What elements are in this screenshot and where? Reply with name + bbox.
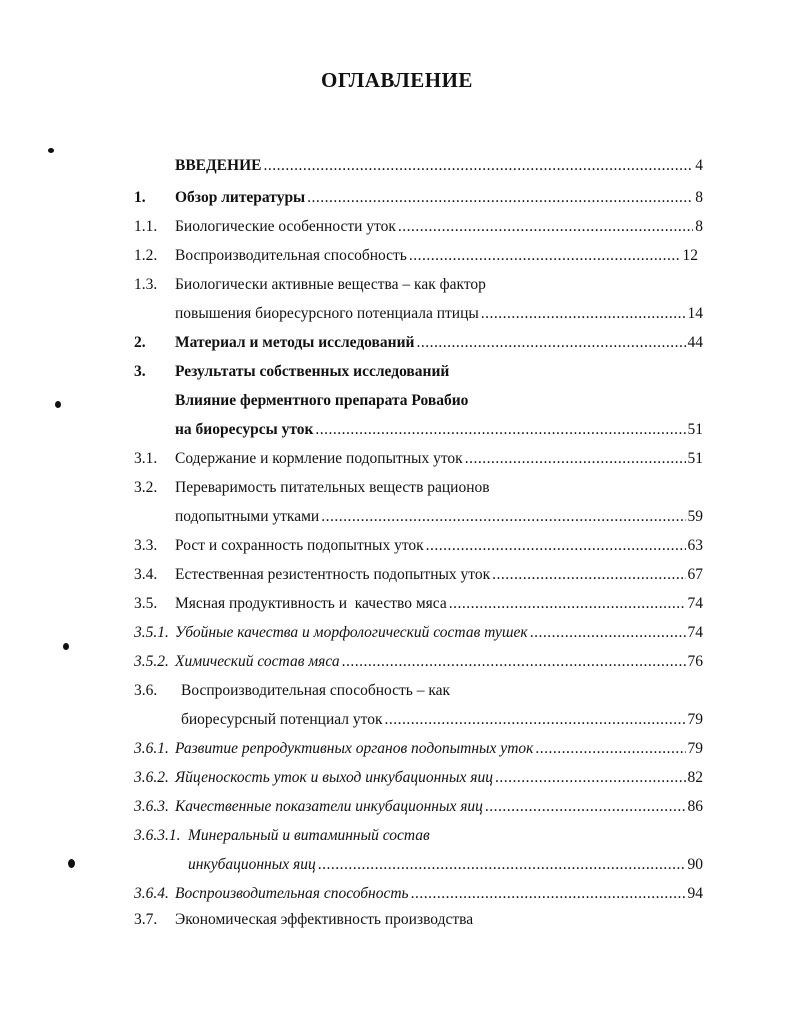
toc-page-number: 79 [687, 740, 703, 757]
toc-title: Химический состав мяса [175, 653, 340, 670]
toc-title-line: Результаты собственных исследований [175, 363, 450, 380]
leader-dots [535, 737, 685, 761]
toc-title: Содержание и кормление подопытных уток [175, 450, 463, 467]
toc-title: Яйценоскость уток и выход инкубационных яиц [175, 769, 493, 786]
toc-entry-3-5 [0, 592, 794, 616]
toc-entry-1-2 [0, 244, 794, 268]
toc-title: Мясная продуктивность и качество мяса [175, 595, 447, 612]
toc-entry-3-5-2 [0, 650, 794, 674]
toc-title: Биологические особенности уток [175, 218, 396, 235]
toc-title: Экономическая эффективность производства [175, 911, 474, 928]
toc-entry-3-6-cont [0, 708, 794, 732]
toc-title-line: на биоресурсы уток [175, 421, 314, 438]
toc-title-line: Биологически активные вещества – как фактор [175, 276, 486, 293]
toc-page-number: 51 [687, 450, 703, 467]
toc-title: Рост и сохранность подопытных уток [175, 537, 424, 554]
page-title: ОГЛАВЛЕНИЕ [321, 68, 473, 92]
toc-entry-3-cont1 [0, 389, 794, 413]
toc-title-line: Переваримость питательных веществ рационов [175, 479, 490, 496]
toc-entry-2 [0, 331, 794, 355]
toc-page-number: 8 [695, 189, 703, 206]
toc-entry-3-5-1 [0, 621, 794, 645]
toc-number: 3.6.3.1. [134, 827, 181, 844]
leader-dots [530, 621, 686, 645]
toc-number: 1.3. [134, 276, 158, 293]
toc-title: Материал и методы исследований [175, 334, 415, 351]
toc-title-line: Воспроизводительная способность – как [181, 682, 451, 699]
toc-page-number: 79 [687, 711, 703, 728]
toc-title: ВВЕДЕНИЕ [175, 157, 262, 174]
toc-entry-1-3 [0, 273, 794, 297]
toc-page-number: 67 [687, 566, 703, 583]
toc-page-number: 74 [687, 595, 703, 612]
leader-dots [449, 592, 686, 616]
toc-title-line: подопытными утками [175, 508, 320, 525]
toc-page-number: 86 [687, 798, 703, 815]
toc-entry-intro [0, 154, 794, 178]
toc-page-number: 44 [687, 334, 703, 351]
toc-title: Воспроизводительная способность [175, 247, 407, 264]
toc-entry-3-6-2 [0, 766, 794, 790]
toc-entry-3-7 [0, 908, 794, 932]
leader-dots [481, 302, 686, 326]
toc-number: 3.6. [134, 682, 158, 699]
toc-page-number: 76 [687, 653, 703, 670]
toc-entry-1-1 [0, 215, 794, 239]
toc-entry-3-1 [0, 447, 794, 471]
toc-page-number: 14 [687, 305, 703, 322]
toc-page-number: 94 [687, 885, 703, 902]
toc-page-number: 90 [687, 856, 703, 873]
toc-page-number: 59 [687, 508, 703, 525]
toc-page-number: 82 [687, 769, 703, 786]
toc-number: 3.5.2. [134, 653, 169, 670]
toc-number: 3.5.1. [134, 624, 169, 641]
leader-dots [321, 505, 685, 529]
toc-entry-3-6-3-1 [0, 824, 794, 848]
toc-entry-1-3-cont [0, 302, 794, 326]
toc-number: 3.5. [134, 595, 158, 612]
toc-number: 3.6.1. [134, 740, 169, 757]
leader-dots [318, 853, 686, 877]
toc-entry-3-6-3 [0, 795, 794, 819]
leader-dots [263, 154, 693, 178]
toc-page-number: 8 [695, 218, 703, 235]
toc-page-number: 4 [695, 157, 703, 174]
toc-title: Обзор литературы [175, 189, 306, 206]
toc-entry-3-6-1 [0, 737, 794, 761]
leader-dots [492, 563, 685, 587]
scan-speck [55, 401, 61, 408]
toc-entry-3-cont2 [0, 418, 794, 442]
toc-number: 1.1. [134, 218, 158, 235]
toc-number: 3. [134, 363, 146, 380]
toc-entry-1 [0, 186, 794, 210]
toc-title: Воспроизводительная способность [175, 885, 409, 902]
toc-page-number: 12 [682, 247, 698, 264]
leader-dots [411, 882, 686, 906]
leader-dots [465, 447, 686, 471]
leader-dots [485, 795, 686, 819]
toc-number: 3.6.3. [134, 798, 169, 815]
toc-number: 2. [134, 334, 146, 351]
scan-speck [63, 643, 69, 650]
toc-number: 3.7. [134, 911, 158, 928]
toc-page-number: 74 [687, 624, 703, 641]
leader-dots [315, 418, 685, 442]
toc-number: 1.2. [134, 247, 158, 264]
leader-dots [385, 708, 686, 732]
leader-dots [426, 534, 686, 558]
leader-dots [398, 215, 693, 239]
leader-dots [495, 766, 686, 790]
toc-number: 3.2. [134, 479, 158, 496]
scan-speck [48, 148, 54, 153]
leader-dots [416, 331, 685, 355]
toc-number: 1. [134, 189, 146, 206]
toc-title: Естественная резистентность подопытных уток [175, 566, 491, 583]
leader-dots [409, 244, 681, 268]
leader-dots [307, 186, 693, 210]
toc-entry-3-4 [0, 563, 794, 587]
toc-number: 3.6.4. [134, 885, 169, 902]
toc-title-line: повышения биоресурсного потенциала птицы [175, 305, 479, 322]
toc-title-line: Минеральный и витаминный состав [188, 827, 430, 844]
toc-entry-3-3 [0, 534, 794, 558]
leader-dots [342, 650, 686, 674]
toc-entry-3-6 [0, 679, 794, 703]
toc-title-line: биоресурсный потенциал уток [181, 711, 383, 728]
toc-entry-3-6-3-1-cont [0, 853, 794, 877]
scan-speck [68, 859, 75, 868]
toc-title: Развитие репродуктивных органов подопытных уток [175, 740, 534, 757]
toc-number: 3.6.2. [134, 769, 169, 786]
toc-entry-3-2 [0, 476, 794, 500]
toc-entry-3-2-cont [0, 505, 794, 529]
toc-number: 3.1. [134, 450, 158, 467]
toc-page-number: 51 [687, 421, 703, 438]
toc-page-number: 63 [687, 537, 703, 554]
toc-entry-3 [0, 360, 794, 384]
toc-title: Качественные показатели инкубационных яиц [175, 798, 483, 815]
toc-title-line: инкубационных яиц [188, 856, 316, 873]
toc-entry-3-6-4 [0, 882, 794, 906]
toc-title-line: Влияние ферментного препарата Ровабио [175, 392, 469, 409]
toc-number: 3.4. [134, 566, 158, 583]
toc-number: 3.3. [134, 537, 158, 554]
toc-title: Убойные качества и морфологический состав тушек [175, 624, 528, 641]
